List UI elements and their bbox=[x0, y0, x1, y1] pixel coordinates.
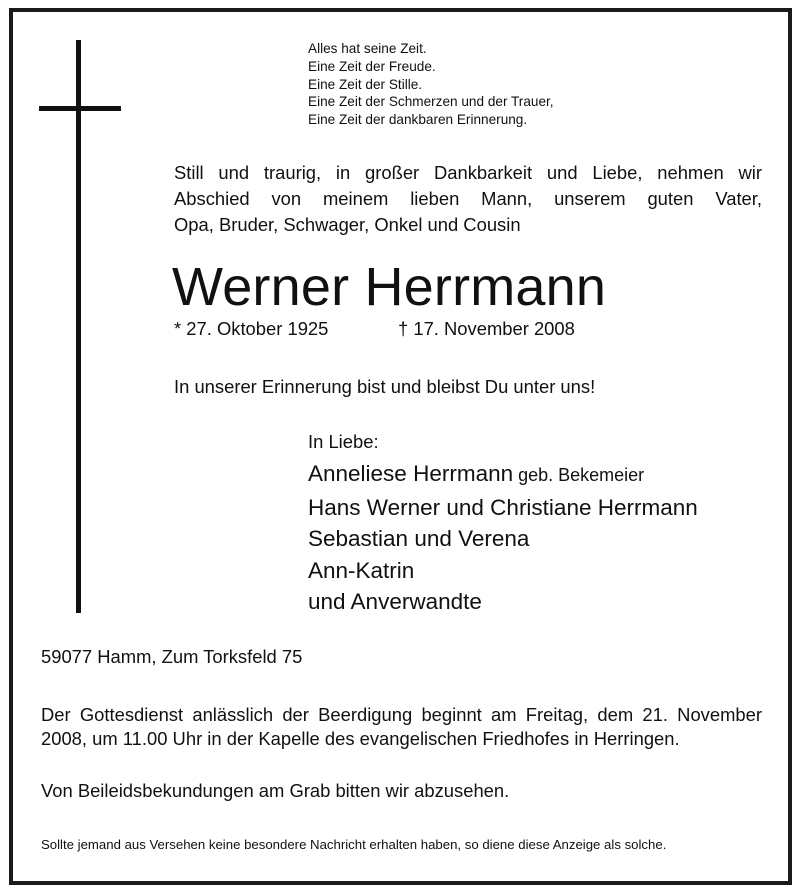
maiden-name: geb. Bekemeier bbox=[513, 465, 645, 485]
service-line: 2008, um 11.00 Uhr in der Kapelle des evangelischen Friedhofes in Herringen. bbox=[41, 728, 680, 749]
mourner-name: Anneliese Herrmann bbox=[308, 461, 514, 486]
memory-text: In unserer Erinnerung bist und bleibst Du unter uns! bbox=[174, 376, 596, 397]
cross-icon-vertical-bar bbox=[76, 40, 81, 613]
intro-line: Opa, Bruder, Schwager, Onkel und Cousin bbox=[174, 214, 521, 235]
mourner-line: Ann-Katrin bbox=[308, 557, 415, 583]
in-love-label: In Liebe: bbox=[308, 431, 379, 452]
obituary-border bbox=[9, 8, 792, 885]
poem-line: Alles hat seine Zeit. bbox=[308, 41, 427, 56]
poem-line: Eine Zeit der Schmerzen und der Trauer, bbox=[308, 94, 554, 110]
poem-line: Eine Zeit der dankbaren Erinnerung. bbox=[308, 112, 528, 128]
intro-paragraph bbox=[174, 160, 762, 238]
service-paragraph bbox=[41, 703, 762, 751]
family-address: 59077 Hamm, Zum Torksfeld 75 bbox=[41, 646, 303, 667]
deceased-name: Werner Herrmann bbox=[172, 257, 607, 317]
mourner-line: Sebastian und Verena bbox=[308, 526, 530, 551]
mourner-line: Hans Werner und Christiane Herrmann bbox=[308, 494, 698, 520]
death-date: † 17. November 2008 bbox=[398, 318, 575, 339]
mourners-list bbox=[308, 458, 698, 618]
condolences-note: Von Beileidsbekundungen am Grab bitten wir abzusehen. bbox=[41, 780, 510, 801]
poem-line: Eine Zeit der Freude. bbox=[308, 58, 436, 74]
poem-line: Eine Zeit der Stille. bbox=[308, 76, 423, 92]
cross-icon-horizontal-bar bbox=[39, 106, 121, 111]
notice-footnote: Sollte jemand aus Versehen keine besondere Nachricht erhalten haben, so diene diese Anzeige als solche. bbox=[41, 837, 667, 852]
intro-line: Still und traurig, in großer Dankbarkeit und Liebe, nehmen wir bbox=[174, 162, 762, 183]
birth-date: * 27. Oktober 1925 bbox=[174, 318, 329, 339]
mourner-line bbox=[308, 458, 698, 492]
poem bbox=[308, 40, 554, 129]
service-line: Der Gottesdienst anlässlich der Beerdigung beginnt am Freitag, dem 21. November bbox=[41, 704, 762, 725]
mourner-line: und Anverwandte bbox=[308, 589, 482, 614]
intro-line: Abschied von meinem lieben Mann, unserem guten Vater, bbox=[174, 188, 762, 209]
